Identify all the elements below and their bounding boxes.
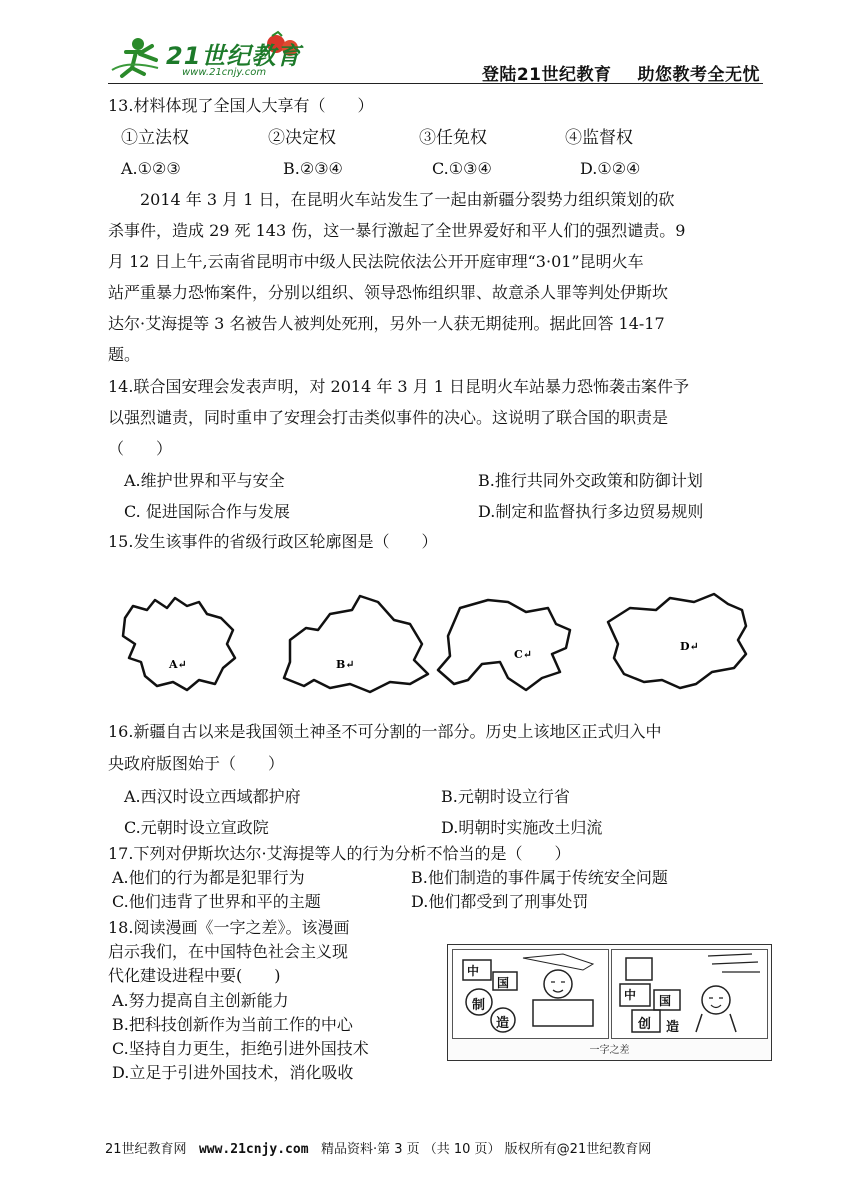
q17-option: A.他们的行为都是犯罪行为	[112, 868, 305, 887]
logo-text: 21世纪教育	[166, 42, 302, 70]
q17-option: B.他们制造的事件属于传统安全问题	[411, 868, 668, 887]
q16-option: D.明朝时实施改土归流	[441, 818, 603, 837]
q17-stem: 17.下列对伊斯坎达尔·艾海提等人的行为分析不恰当的是（ ）	[108, 844, 571, 863]
q18-option: A.努力提高自主创新能力	[112, 991, 289, 1010]
comic-char: 造	[666, 1020, 680, 1035]
q14-stem: （ ）	[108, 439, 173, 458]
q18-stem: 启示我们，在中国特色社会主义现	[108, 942, 349, 961]
q18-option: D.立足于引进外国技术，消化吸收	[112, 1063, 354, 1082]
map-label-d: D↵	[680, 640, 699, 653]
q13-item: ②决定权	[268, 128, 336, 148]
q16-stem: 央政府版图始于（ ）	[108, 754, 285, 773]
header-divider	[108, 83, 763, 84]
slogan-left: 登陆21世纪教育	[481, 65, 612, 85]
comic-char: 中	[467, 964, 480, 978]
province-outline-b	[270, 588, 440, 698]
q14-option: C. 促进国际合作与发展	[124, 502, 290, 521]
comic-image	[447, 944, 772, 1061]
material-line: 月 12 日上午,云南省昆明市中级人民法院依法公开开庭审理“3·01”昆明火车	[108, 252, 644, 271]
q17-option: D.他们都受到了刑事处罚	[411, 892, 589, 911]
q13-option: C.①③④	[432, 159, 492, 178]
q14-option: B.推行共同外交政策和防御计划	[478, 471, 703, 490]
q13-item: ①立法权	[121, 128, 189, 148]
q13-option: D.①②④	[580, 159, 641, 178]
map-label-c: C↵	[514, 648, 532, 661]
page-footer	[105, 1138, 651, 1157]
material-line: 杀事件，造成 29 死 143 伤，这一暴行激起了全世界爱好和平人们的强烈谴责。9	[108, 221, 686, 240]
footer-url[interactable]: www.21cnjy.com	[198, 1142, 309, 1157]
q16-stem: 16.新疆自古以来是我国领土神圣不可分割的一部分。历史上该地区正式归入中	[108, 722, 662, 741]
comic-panel-left	[452, 949, 609, 1039]
province-outline-d	[596, 588, 766, 698]
footer-page-info: 精品资料·第 3 页 （共 10 页） 版权所有@21世纪教育网	[320, 1142, 652, 1157]
comic-char: 中	[624, 988, 637, 1002]
comic-char: 制	[472, 998, 486, 1013]
province-outline-a	[95, 588, 265, 698]
province-outline-c	[430, 588, 600, 698]
q18-option: B.把科技创新作为当前工作的中心	[112, 1015, 353, 1034]
header-slogan	[482, 60, 760, 85]
comic-caption: 一字之差	[589, 1045, 630, 1056]
footer-site: 21世纪教育网	[105, 1142, 187, 1157]
map-label-a: A↵	[169, 658, 187, 671]
map-label-b: B↵	[336, 658, 355, 671]
q16-option: A.西汉时设立西域都护府	[124, 787, 301, 806]
q15-stem: 15.发生该事件的省级行政区轮廓图是（ ）	[108, 532, 438, 551]
q13-option: A.①②③	[121, 159, 181, 178]
comic-char: 造	[496, 1016, 510, 1031]
material-line: 达尔·艾海提等 3 名被告人被判处死刑，另外一人获无期徒刑。据此回答 14-17	[108, 314, 665, 333]
q14-option: D.制定和监督执行多边贸易规则	[478, 502, 704, 521]
q17-option: C.他们违背了世界和平的主题	[112, 892, 321, 911]
material-line: 题。	[108, 345, 141, 364]
q13-item: ④监督权	[565, 128, 633, 148]
q16-option: B.元朝时设立行省	[441, 787, 570, 806]
slogan-right: 助您教考全无忧	[637, 65, 760, 85]
logo	[108, 30, 303, 82]
q16-option: C.元朝时设立宣政院	[124, 818, 269, 837]
q14-option: A.维护世界和平与安全	[124, 471, 285, 490]
logo-url: www.21cnjy.com	[182, 67, 267, 78]
q13-item: ③任免权	[419, 128, 487, 148]
q13-option: B.②③④	[283, 159, 343, 178]
comic-char: 国	[659, 994, 672, 1008]
q18-option: C.坚持自力更生，拒绝引进外国技术	[112, 1039, 369, 1058]
material-line: 站严重暴力恐怖案件，分别以组织、领导恐怖组织罪、故意杀人罪等判处伊斯坎	[108, 283, 669, 302]
comic-char: 国	[497, 976, 510, 990]
material-line: 2014 年 3 月 1 日，在昆明火车站发生了一起由新疆分裂势力组织策划的砍	[140, 190, 675, 209]
comic-panel-right	[611, 949, 768, 1039]
q18-stem: 代化建设进程中要( )	[108, 966, 281, 985]
q13-stem: 13.材料体现了全国人大享有（ ）	[108, 96, 374, 115]
q14-stem: 14.联合国安理会发表声明，对 2014 年 3 月 1 日昆明火车站暴力恐怖袭击案件予	[108, 377, 690, 396]
q18-stem: 18.阅读漫画《一字之差》。该漫画	[108, 918, 350, 937]
comic-char: 创	[638, 1017, 652, 1032]
q14-stem: 以强烈谴责，同时重申了安理会打击类似事件的决心。这说明了联合国的职责是	[108, 408, 669, 427]
